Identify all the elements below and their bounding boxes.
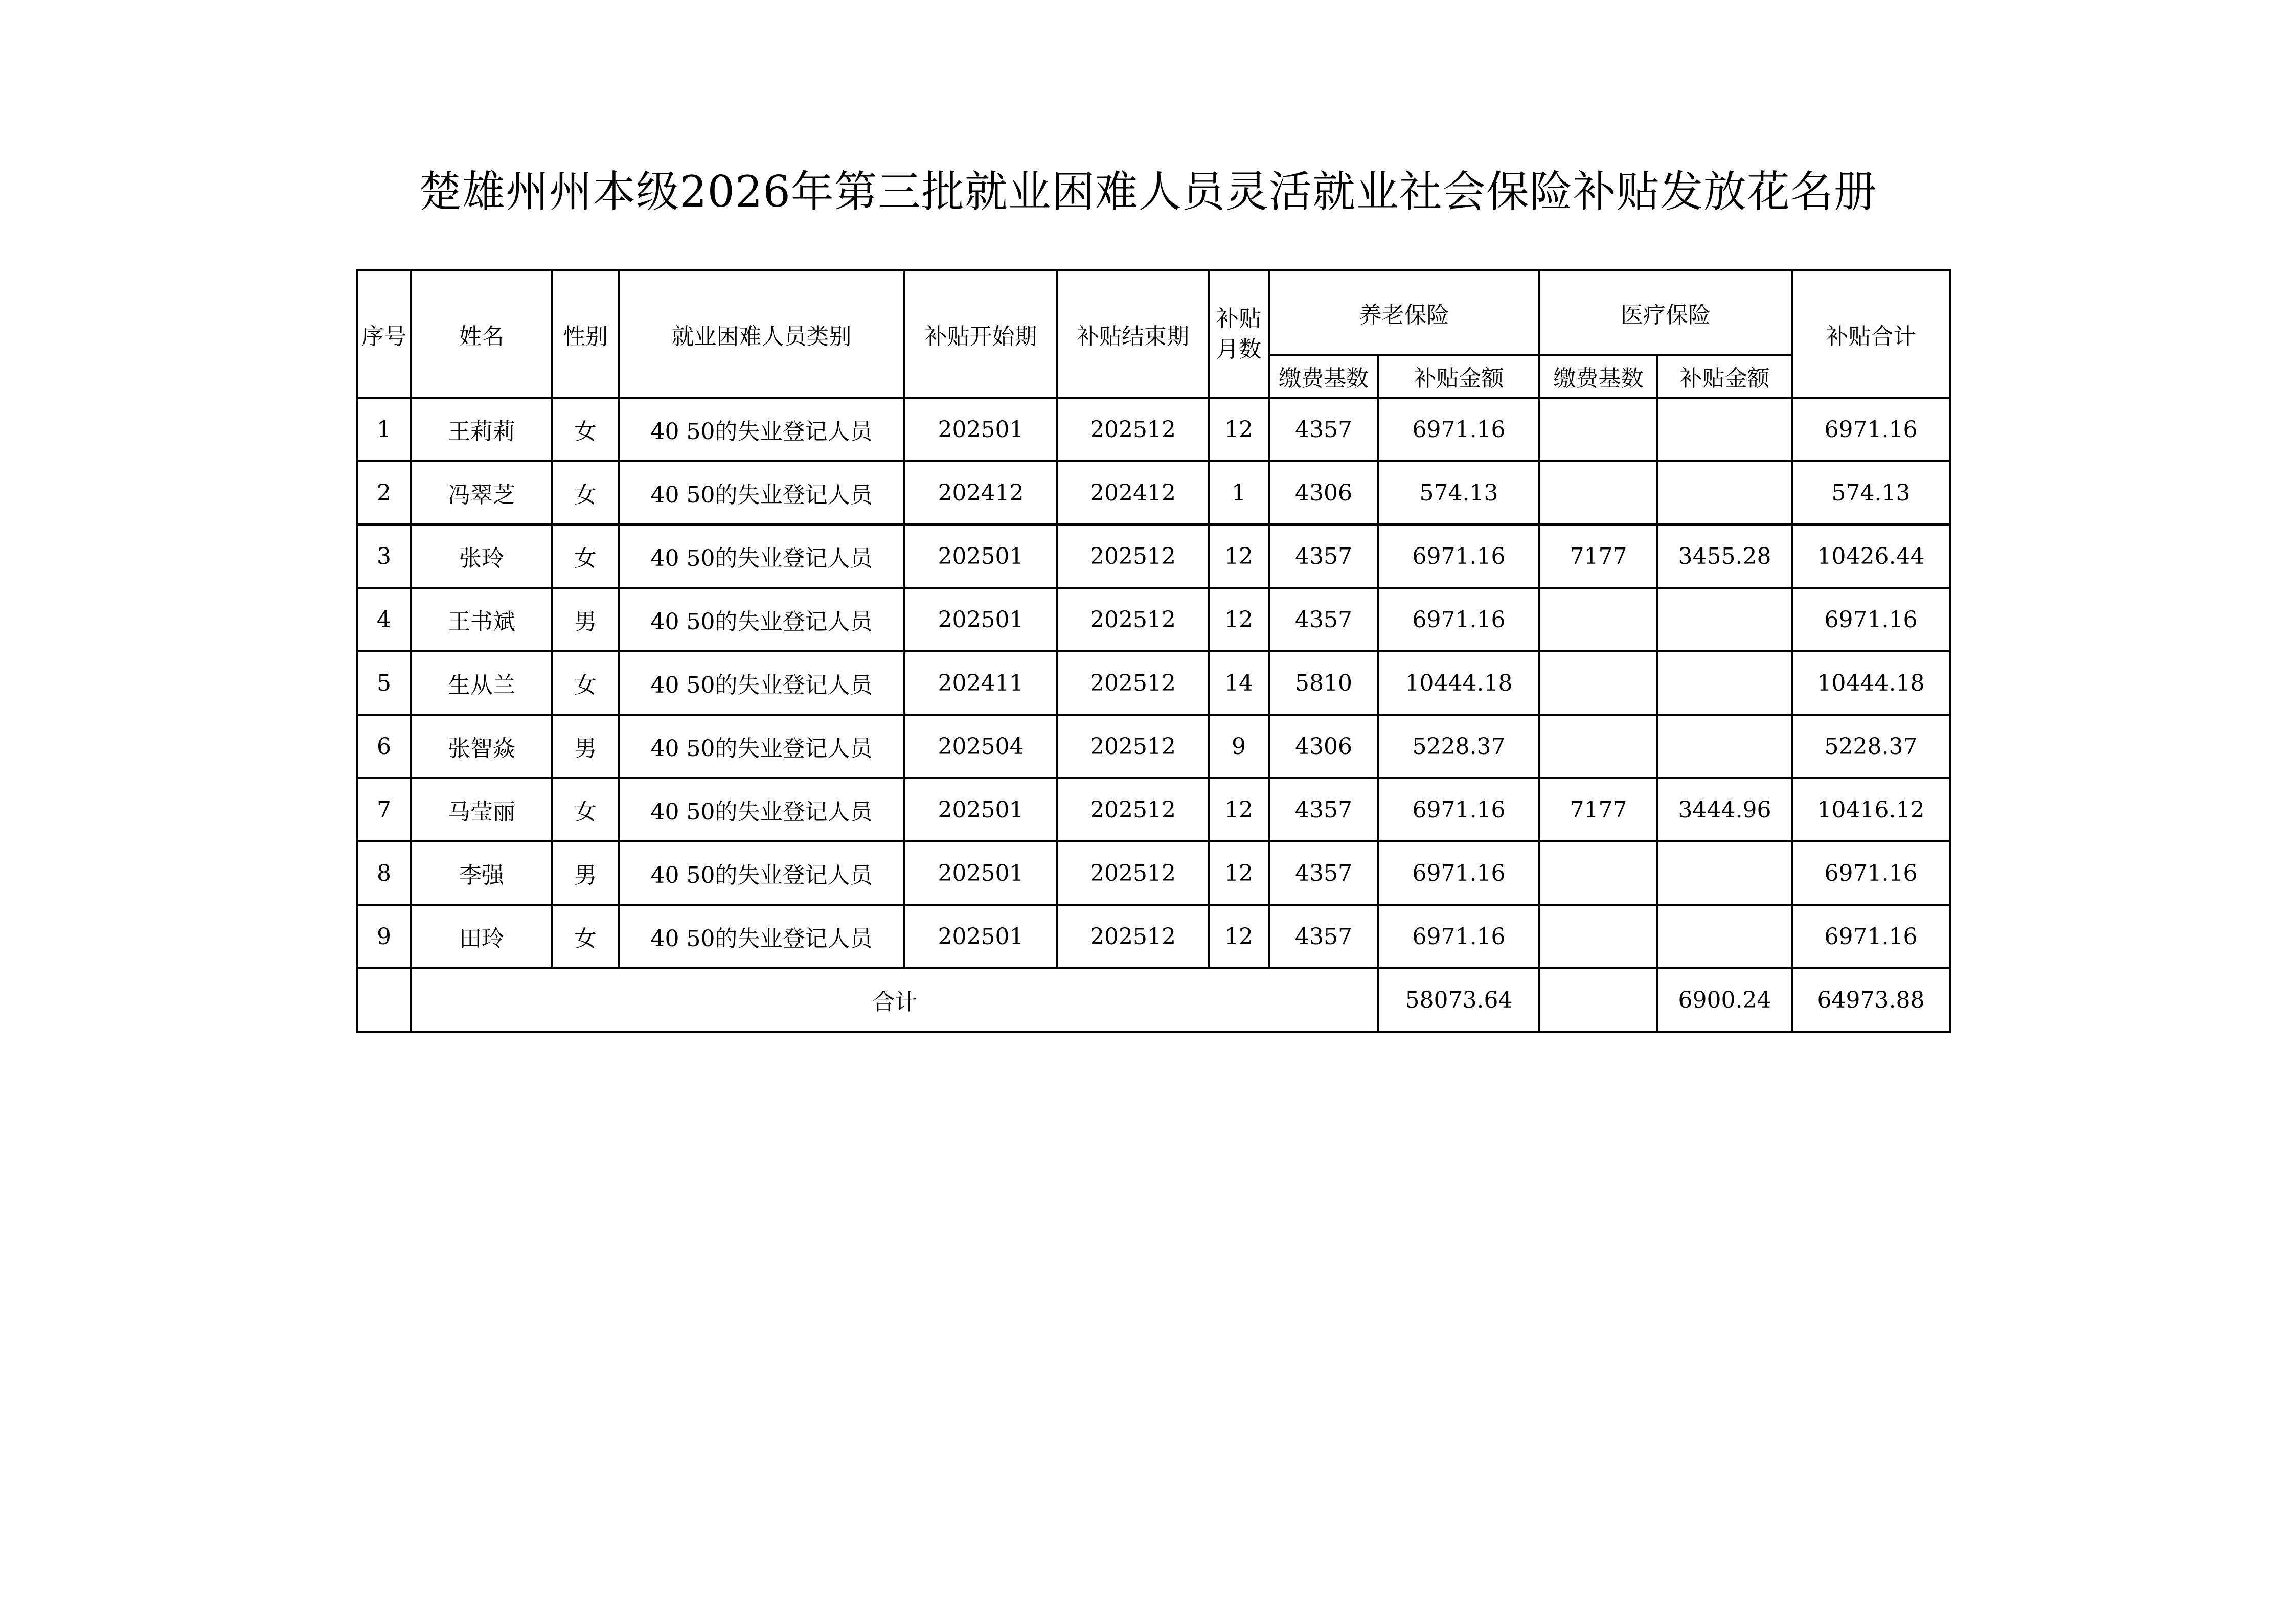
table-row (357, 715, 1950, 778)
totals-row (357, 968, 1950, 1032)
totals-medical-base (1539, 968, 1657, 1032)
cell-pension-amount: 5228.37 (1378, 715, 1539, 778)
cell-medical-amount (1657, 905, 1792, 968)
cell-category: 40 50的失业登记人员 (619, 651, 904, 715)
cell-total: 6971.16 (1792, 588, 1950, 651)
cell-months: 12 (1209, 841, 1269, 905)
cell-name: 李强 (411, 841, 552, 905)
table-row (357, 588, 1950, 651)
header-pension-insurance: 养老保险 (1269, 270, 1539, 355)
cell-total: 6971.16 (1792, 841, 1950, 905)
cell-name: 张玲 (411, 524, 552, 588)
header-medical-amount: 补贴金额 (1657, 355, 1792, 398)
cell-end: 202512 (1057, 651, 1209, 715)
cell-medical-base (1539, 715, 1657, 778)
cell-gender: 女 (552, 461, 619, 524)
cell-start: 202504 (904, 715, 1057, 778)
cell-months: 1 (1209, 461, 1269, 524)
cell-seq: 2 (357, 461, 411, 524)
cell-gender: 男 (552, 588, 619, 651)
cell-category: 40 50的失业登记人员 (619, 841, 904, 905)
header-gender: 性别 (552, 270, 619, 398)
table-row (357, 841, 1950, 905)
header-category: 就业困难人员类别 (619, 270, 904, 398)
totals-seq-cell (357, 968, 411, 1032)
table-row (357, 778, 1950, 841)
cell-name: 王书斌 (411, 588, 552, 651)
cell-category: 40 50的失业登记人员 (619, 398, 904, 461)
header-name: 姓名 (411, 270, 552, 398)
cell-pension-amount: 6971.16 (1378, 905, 1539, 968)
cell-pension-amount: 6971.16 (1378, 398, 1539, 461)
cell-medical-base: 7177 (1539, 778, 1657, 841)
cell-total: 5228.37 (1792, 715, 1950, 778)
cell-medical-base (1539, 905, 1657, 968)
cell-medical-amount (1657, 588, 1792, 651)
cell-end: 202512 (1057, 588, 1209, 651)
cell-category: 40 50的失业登记人员 (619, 778, 904, 841)
cell-end: 202512 (1057, 905, 1209, 968)
cell-gender: 女 (552, 778, 619, 841)
cell-months: 9 (1209, 715, 1269, 778)
page-title: 楚雄州州本级2026年第三批就业困难人员灵活就业社会保险补贴发放花名册 (419, 167, 1877, 217)
cell-medical-base (1539, 841, 1657, 905)
cell-end: 202412 (1057, 461, 1209, 524)
cell-medical-amount (1657, 651, 1792, 715)
cell-months: 12 (1209, 905, 1269, 968)
cell-start: 202412 (904, 461, 1057, 524)
table-body (357, 398, 1950, 1032)
totals-subsidy-total: 64973.88 (1792, 968, 1950, 1032)
cell-seq: 8 (357, 841, 411, 905)
cell-total: 574.13 (1792, 461, 1950, 524)
cell-category: 40 50的失业登记人员 (619, 461, 904, 524)
header-pension-amount: 补贴金额 (1378, 355, 1539, 398)
cell-start: 202501 (904, 524, 1057, 588)
header-medical-base: 缴费基数 (1539, 355, 1657, 398)
cell-gender: 女 (552, 651, 619, 715)
cell-name: 张智焱 (411, 715, 552, 778)
cell-pension-amount: 6971.16 (1378, 778, 1539, 841)
cell-months: 12 (1209, 778, 1269, 841)
cell-category: 40 50的失业登记人员 (619, 524, 904, 588)
cell-total: 6971.16 (1792, 398, 1950, 461)
cell-category: 40 50的失业登记人员 (619, 588, 904, 651)
cell-pension-amount: 6971.16 (1378, 588, 1539, 651)
cell-name: 田玲 (411, 905, 552, 968)
cell-pension-base: 4357 (1269, 905, 1378, 968)
cell-months: 12 (1209, 524, 1269, 588)
header-subsidy-total: 补贴合计 (1792, 270, 1950, 398)
cell-start: 202501 (904, 905, 1057, 968)
cell-pension-base: 4306 (1269, 715, 1378, 778)
header-start-period: 补贴开始期 (904, 270, 1057, 398)
cell-pension-base: 4306 (1269, 461, 1378, 524)
cell-name: 王莉莉 (411, 398, 552, 461)
cell-pension-amount: 6971.16 (1378, 524, 1539, 588)
header-seq: 序号 (357, 270, 411, 398)
header-medical-insurance: 医疗保险 (1539, 270, 1792, 355)
cell-pension-amount: 574.13 (1378, 461, 1539, 524)
header-months: 补贴月数 (1209, 270, 1269, 398)
cell-start: 202501 (904, 841, 1057, 905)
cell-medical-base: 7177 (1539, 524, 1657, 588)
cell-gender: 男 (552, 715, 619, 778)
cell-gender: 女 (552, 524, 619, 588)
cell-medical-amount: 3444.96 (1657, 778, 1792, 841)
cell-medical-amount: 3455.28 (1657, 524, 1792, 588)
table-row (357, 461, 1950, 524)
cell-pension-amount: 10444.18 (1378, 651, 1539, 715)
cell-medical-base (1539, 588, 1657, 651)
cell-pension-base: 5810 (1269, 651, 1378, 715)
cell-gender: 女 (552, 905, 619, 968)
header-pension-base: 缴费基数 (1269, 355, 1378, 398)
cell-total: 10444.18 (1792, 651, 1950, 715)
totals-label: 合计 (411, 968, 1378, 1032)
cell-months: 12 (1209, 398, 1269, 461)
table-row (357, 651, 1950, 715)
cell-total: 10416.12 (1792, 778, 1950, 841)
cell-start: 202501 (904, 398, 1057, 461)
cell-pension-base: 4357 (1269, 841, 1378, 905)
cell-seq: 9 (357, 905, 411, 968)
cell-end: 202512 (1057, 841, 1209, 905)
cell-total: 6971.16 (1792, 905, 1950, 968)
cell-total: 10426.44 (1792, 524, 1950, 588)
table-row (357, 905, 1950, 968)
cell-name: 生从兰 (411, 651, 552, 715)
cell-pension-base: 4357 (1269, 524, 1378, 588)
table-header (357, 270, 1950, 398)
cell-months: 12 (1209, 588, 1269, 651)
header-end-period: 补贴结束期 (1057, 270, 1209, 398)
cell-pension-base: 4357 (1269, 398, 1378, 461)
cell-medical-base (1539, 398, 1657, 461)
cell-pension-base: 4357 (1269, 588, 1378, 651)
cell-name: 冯翠芝 (411, 461, 552, 524)
cell-end: 202512 (1057, 524, 1209, 588)
totals-medical-amount: 6900.24 (1657, 968, 1792, 1032)
cell-seq: 7 (357, 778, 411, 841)
cell-seq: 4 (357, 588, 411, 651)
cell-medical-amount (1657, 398, 1792, 461)
table-row (357, 524, 1950, 588)
cell-end: 202512 (1057, 715, 1209, 778)
cell-name: 马莹丽 (411, 778, 552, 841)
cell-seq: 1 (357, 398, 411, 461)
cell-category: 40 50的失业登记人员 (619, 715, 904, 778)
cell-start: 202501 (904, 588, 1057, 651)
cell-seq: 3 (357, 524, 411, 588)
cell-seq: 6 (357, 715, 411, 778)
cell-pension-base: 4357 (1269, 778, 1378, 841)
cell-medical-amount (1657, 461, 1792, 524)
cell-pension-amount: 6971.16 (1378, 841, 1539, 905)
subsidy-roster-table (356, 269, 1951, 1033)
cell-start: 202501 (904, 778, 1057, 841)
cell-medical-base (1539, 461, 1657, 524)
cell-category: 40 50的失业登记人员 (619, 905, 904, 968)
cell-start: 202411 (904, 651, 1057, 715)
cell-end: 202512 (1057, 398, 1209, 461)
cell-medical-amount (1657, 715, 1792, 778)
cell-end: 202512 (1057, 778, 1209, 841)
cell-medical-base (1539, 651, 1657, 715)
cell-medical-amount (1657, 841, 1792, 905)
totals-pension-amount: 58073.64 (1378, 968, 1539, 1032)
cell-gender: 女 (552, 398, 619, 461)
cell-gender: 男 (552, 841, 619, 905)
table-row (357, 398, 1950, 461)
cell-months: 14 (1209, 651, 1269, 715)
cell-seq: 5 (357, 651, 411, 715)
